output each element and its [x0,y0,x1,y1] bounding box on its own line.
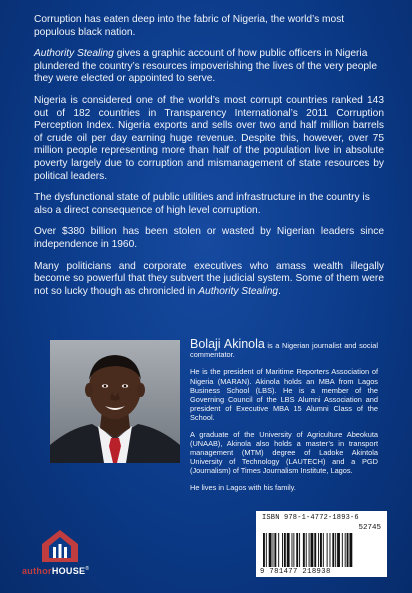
publisher-house-icon [40,528,80,569]
author-photo [50,340,180,463]
back-cover-blurb [34,14,384,307]
book-title-italic: Authority Stealing [34,48,114,60]
price-code: 52745 [358,524,381,532]
blurb-paragraph-3: Nigeria is considered one of the world’s most corrupt countries ranked 143 out of 182 countries in Transparency International’s 2011 Corruption Perception Index. Nigeria exports and sells over two and half million barrels of crude oil per day earning huge revenue. Despite this, however, over 75 million people representing more than half of the population live in absolute poverty largely due to corruption and mismanagement of state resources by political leaders. [34,94,384,182]
blurb-text: Many politicians and corporate executives who amass wealth illegally become so powerful that they subvert the judicial system. Some of them were not so lucky though as chronicled in [34,260,384,297]
publisher-logo [22,528,102,578]
author-intro [190,337,378,360]
publisher-wordmark: authorHOUSE® [22,566,90,576]
book-title-italic: Authority Stealing [198,285,279,297]
blurb-paragraph-4: The dysfunctional state of public utilities and infrastructure in the country is also a direct consequence of high level corruption. [34,192,370,216]
blurb-text: . [278,285,281,297]
bio-paragraph-3: He lives in Lagos with his family. [190,482,296,492]
blurb-paragraph-5: Over $380 billion has been stolen or wasted by Nigerian leaders since independence in 1960. [34,226,384,250]
barcode-number: 9 781477 218938 [260,568,331,576]
bio-paragraph-1: He is the president of Maritime Reporters Association of Nigeria (MARAN). Akinola holds an MBA from Lagos Business School (LBS). He is a member of the Governing Council of the LBS Alumni Association and president of Executive MBA 15 Alumni Class of the School. [190,367,378,423]
author-bio [190,337,378,499]
blurb-paragraph-2 [34,48,384,86]
barcode-bars [262,533,381,567]
author-intro-text: is a Nigerian journalist and social commentator. [190,341,378,360]
bio-paragraph-2: A graduate of the University of Agriculture Abeokuta (UNAAB), Akinola also holds a master’s in transport management (MTM) degree of Ladoke Akintola University of Technology (LAUTECH) and a PGD (Journalism) of Times Journalism Institute, Lagos. [190,429,378,476]
isbn-label: ISBN 978-1-4772-1893-6 [262,514,359,522]
blurb-paragraph-6 [34,261,384,299]
isbn-barcode [256,511,387,577]
author-name: Bolaji Akinola [190,337,265,351]
blurb-text: gives a graphic account of how public officers in Nigeria plundered the country’s resources impoverishing the lives of the very people they were elected or appointed to serve. [34,48,377,85]
blurb-paragraph-1: Corruption has eaten deep into the fabric of Nigeria, the world’s most populous black nation. [34,14,345,38]
